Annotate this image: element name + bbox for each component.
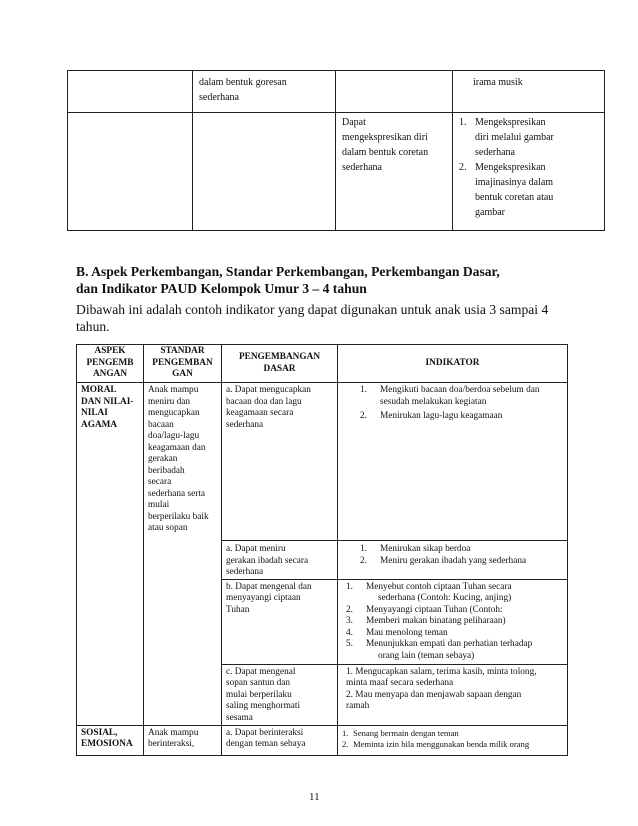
list-item: 2. Meniru gerakan ibadah yang sederhana — [360, 555, 527, 566]
list-item: 1. Menirukan sikap berdoa — [360, 544, 471, 554]
top-cell — [193, 113, 336, 231]
page-number: 11 — [309, 791, 320, 803]
dasar-cell: c. Dapat mengenal sopan santun dan mulai berperilaku saling menghormati sesama — [222, 664, 338, 725]
dasar-cell: a. Dapat berinteraksi dengan teman sebaya — [222, 725, 338, 755]
indikator-cell — [338, 383, 568, 541]
list-item: 1. Mengikuti bacaan doa/berdoa sebelum dan sesudah melakukan kegiatan — [360, 385, 540, 407]
list-item: 2. Meminta izin bila menggunakan benda milik orang — [342, 739, 530, 749]
list-item: 2. Menyayangi ciptaan Tuhan (Contoh: — [346, 604, 503, 615]
list-item: 1. Senang bermain dengan teman — [342, 727, 459, 738]
header-dasar: PENGEMBANGAN DASAR — [222, 345, 338, 383]
standar-cell: Anak mampu berinteraksi, — [144, 725, 222, 755]
top-cell — [193, 71, 336, 113]
section-intro: Dibawah ini adalah contoh indikator yang dapat digunakan untuk anak usia 3 sampai 4 tahun. — [76, 302, 549, 334]
aspect-cell: SOSIAL, EMOSIONA — [77, 725, 144, 755]
list-item: 4. Mau menolong teman — [346, 627, 448, 638]
table-row — [77, 383, 568, 541]
header-indikator: INDIKATOR — [338, 345, 568, 383]
top-cell — [453, 71, 605, 113]
list-item: 1. Menyebut contoh ciptaan Tuhan secara sederhana (Contoh: Kucing, anjing) — [346, 581, 512, 603]
top-cell — [453, 113, 605, 231]
top-table — [67, 70, 605, 231]
aspect-cell: MORAL DAN NILAI- NILAI AGAMA — [77, 383, 144, 726]
dasar-cell: a. Dapat mengucapkan bacaan doa dan lagu keagamaan secara sederhana — [222, 383, 338, 541]
main-table — [76, 344, 568, 756]
top-cell — [336, 71, 453, 113]
table-row — [77, 725, 568, 755]
dasar-cell: a. Dapat meniru gerakan ibadah secara sederhana — [222, 541, 338, 580]
dasar-cell: b. Dapat mengenal dan menyayangi ciptaan Tuhan — [222, 579, 338, 664]
indikator-cell — [338, 579, 568, 664]
list-item: 5. Menunjukkan empati dan perhatian terhadap orang lain (teman sebaya) — [346, 639, 533, 661]
top-cell — [68, 71, 193, 113]
cell-line: irama musik — [473, 77, 523, 88]
header-standar: STANDAR PENGEMBAN GAN — [144, 345, 222, 383]
indikator-cell — [338, 541, 568, 580]
section-heading: B. Aspek Perkembangan, Standar Perkembangan, Perkembangan Dasar, dan Indikator PAUD Kelompok Umur 3 – 4 tahun — [76, 264, 500, 296]
cell-line: sederhana — [342, 162, 382, 173]
header-row — [77, 345, 568, 383]
indikator-cell — [338, 725, 568, 755]
standar-cell: Anak mampu meniru dan mengucapkan bacaan doa/lagu-lagu keagamaan dan gerakan beribadah secara sederhana serta mulai berperilaku baik atau sopan — [144, 383, 222, 726]
cell-line: dalam bentuk coretan — [342, 147, 429, 158]
header-aspek: ASPEK PENGEMB ANGAN — [77, 345, 144, 383]
indikator-cell: 1. Mengucapkan salam, terima kasih, minta tolong, minta maaf secara sederhana 2. Mau menyapa dan menjawab sapaan dengan ramah — [338, 664, 568, 725]
cell-line: Dapat — [342, 117, 366, 128]
list-item: 1. Mengekspresikan diri melalui gambar sederhana — [459, 117, 554, 158]
top-indicator-list — [459, 115, 600, 220]
top-cell — [68, 113, 193, 231]
list-item: 2. Menirukan lagu-lagu keagamaan — [360, 411, 503, 421]
cell-line: sederhana — [199, 92, 239, 103]
top-cell — [336, 113, 453, 231]
list-item: 3. Memberi makan binatang peliharaan) — [346, 616, 506, 626]
cell-line: dalam bentuk goresan — [199, 77, 287, 88]
cell-line: mengekspresikan diri — [342, 132, 428, 143]
list-item: 2. Mengekspresikan imajinasinya dalam bentuk coretan atau gambar — [459, 162, 554, 218]
